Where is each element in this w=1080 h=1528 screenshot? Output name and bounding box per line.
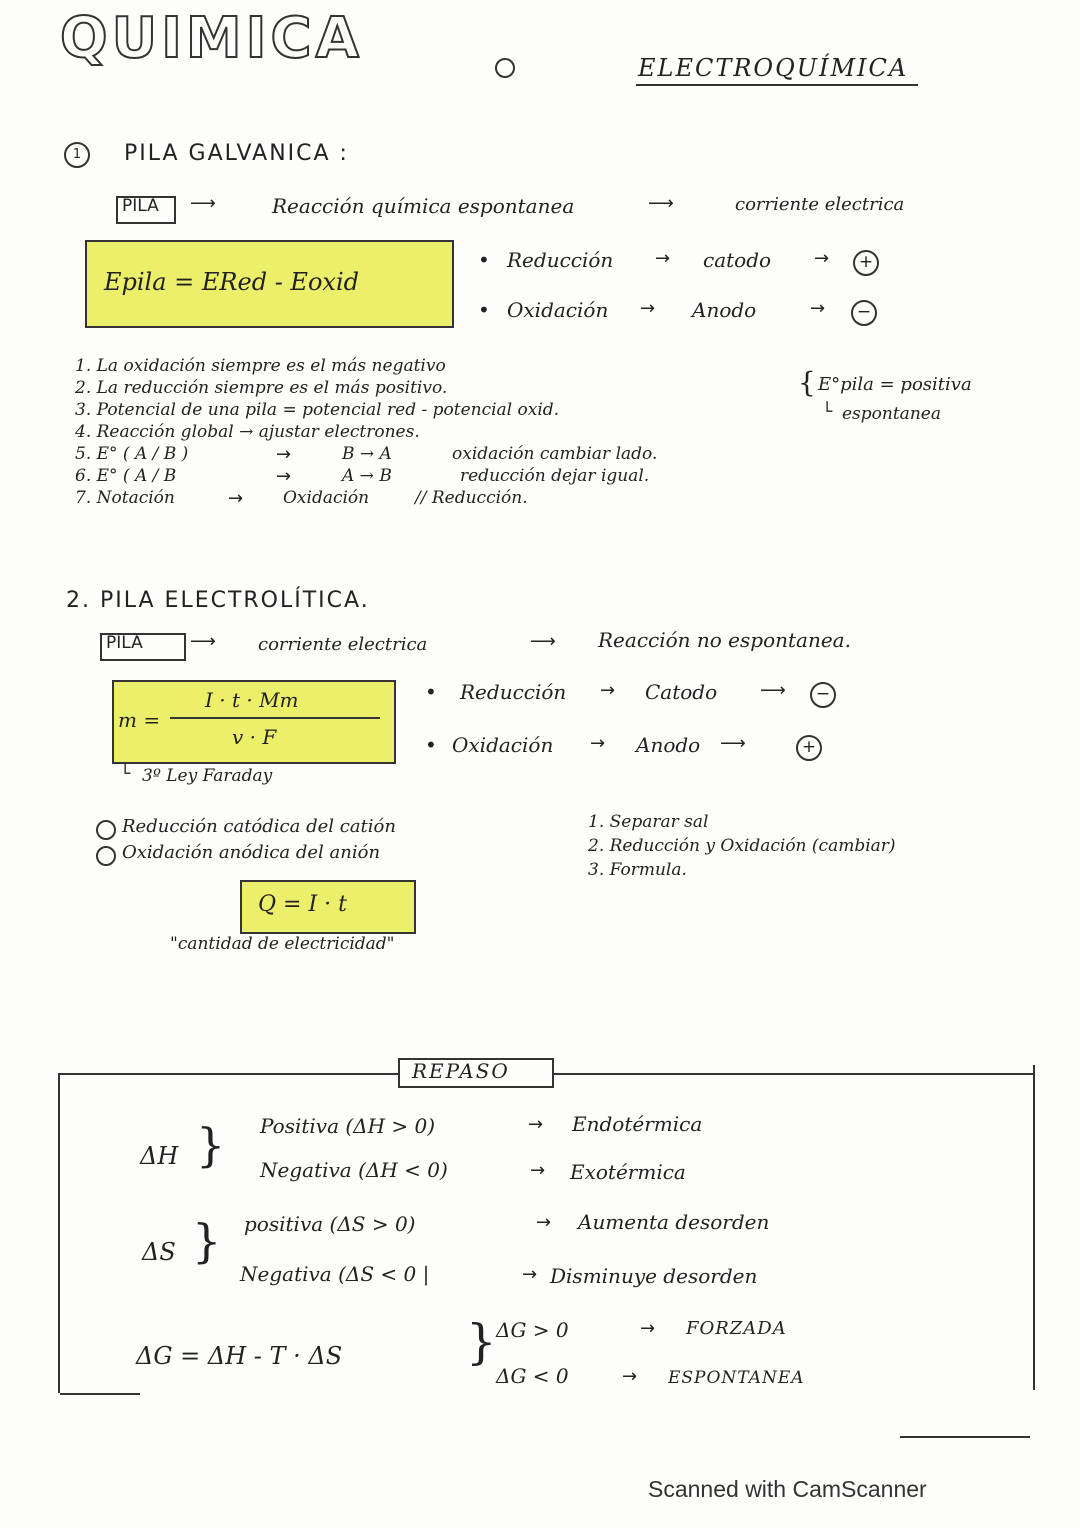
faraday-lhs: m =	[118, 708, 161, 732]
charge-caption: "cantidad de electricidad"	[170, 934, 395, 954]
brace-icon: }	[466, 1314, 497, 1370]
arrow-right-icon: →	[622, 1366, 638, 1387]
section-heading-pila-electrolitica: 2. PILA ELECTROLÍTICA.	[66, 588, 370, 613]
galvanic-oxidation: Oxidación	[507, 298, 609, 322]
minus-circle-icon: −	[851, 300, 877, 326]
increase-disorder: Aumenta desorden	[578, 1210, 770, 1234]
arrow-right-icon: →	[528, 1114, 544, 1135]
galvanic-result-text: corriente electrica	[735, 194, 905, 215]
arrow-right-icon: ⟶	[190, 193, 216, 214]
repaso-title: REPASO	[412, 1059, 510, 1083]
gibbs-formula: ΔG = ΔH - T · ΔS	[136, 1342, 343, 1370]
epila-positive-note: E°pila = positiva	[818, 374, 972, 395]
delta-h-negative: Negativa (ΔH < 0)	[260, 1158, 448, 1182]
plus-circle-icon: +	[853, 250, 879, 276]
rule-7-mid: Oxidación	[283, 488, 370, 508]
endothermic: Endotérmica	[572, 1112, 703, 1136]
page-subtitle: ELECTROQUÍMICA	[638, 54, 909, 82]
galvanic-reaction-text: Reacción química espontanea	[272, 194, 575, 218]
delta-g-positive: ΔG > 0	[496, 1318, 569, 1342]
arrow-right-icon: →	[522, 1264, 538, 1285]
galvanic-anode: Anodo	[692, 298, 757, 322]
arrow-right-icon: →	[536, 1212, 552, 1233]
brace-icon: {	[798, 366, 816, 399]
pila-label: PILA	[122, 196, 159, 216]
delta-s-positive: positiva (ΔS > 0)	[244, 1212, 416, 1236]
step-2: 2. Reducción y Oxidación (cambiar)	[588, 836, 896, 856]
arrow-right-icon: →	[655, 248, 671, 269]
arrow-right-icon: →	[640, 298, 656, 319]
galvanic-cathode: catodo	[703, 248, 772, 272]
rule-6-mid: A → B	[342, 466, 392, 486]
bullet-circle-icon	[96, 820, 116, 840]
rule-5-mid: B → A	[342, 444, 392, 464]
delta-s-label: ΔS	[142, 1238, 176, 1266]
rule-6-desc: reducción dejar igual.	[460, 466, 650, 486]
spontaneous-note: espontanea	[842, 404, 941, 424]
charge-formula: Q = I · t	[258, 892, 347, 917]
arrow-right-icon: →	[640, 1318, 656, 1339]
rule-2: 2. La reducción siempre es el más positivo.	[75, 378, 448, 398]
bullet-dot-icon: •	[425, 733, 437, 757]
rule-7-label: 7. Notación	[75, 488, 175, 508]
arrow-right-icon: →	[590, 733, 606, 754]
plus-circle-icon: +	[796, 735, 822, 761]
camscanner-watermark: Scanned with CamScanner	[648, 1476, 927, 1502]
cathodic-note: Reducción catódica del catión	[122, 816, 396, 837]
repaso-bottom-line-left	[60, 1393, 140, 1395]
brace-icon: }	[192, 1214, 222, 1268]
page-title: QUIMICA	[60, 6, 363, 71]
pila-label-2: PILA	[106, 633, 143, 653]
electrolytic-reduction: Reducción	[460, 680, 567, 704]
corner-arrow-icon: └	[120, 764, 131, 784]
arrow-right-icon: ⟶	[190, 631, 216, 652]
arrow-right-icon: →	[276, 466, 292, 487]
arrow-right-icon: →	[814, 248, 830, 269]
rule-5-desc: oxidación cambiar lado.	[452, 444, 658, 464]
bullet-dot-icon: •	[478, 298, 490, 322]
step-1: 1. Separar sal	[588, 812, 709, 832]
electrolytic-oxidation: Oxidación	[452, 733, 554, 757]
repaso-left-line	[58, 1073, 60, 1393]
brace-icon: }	[196, 1118, 226, 1172]
exothermic: Exotérmica	[570, 1160, 686, 1184]
faraday-denominator: v · F	[232, 725, 277, 749]
galvanic-reduction: Reducción	[507, 248, 614, 272]
arrow-right-icon: →	[276, 444, 292, 465]
arrow-right-icon: →	[228, 488, 244, 509]
repaso-bottom-line-right	[900, 1436, 1030, 1438]
bullet-circle-icon	[96, 846, 116, 866]
forced-label: FORZADA	[686, 1318, 787, 1339]
fraction-bar	[170, 717, 380, 719]
rule-4: 4. Reacción global → ajustar electrones.	[75, 422, 420, 442]
bullet-dot-icon: •	[425, 680, 437, 704]
anodic-note: Oxidación anódica del anión	[122, 842, 381, 863]
arrow-right-icon: →	[810, 298, 826, 319]
delta-h-label: ΔH	[140, 1142, 179, 1170]
electrolytic-anode: Anodo	[636, 733, 701, 757]
corner-arrow-icon: └	[822, 402, 833, 422]
arrow-right-icon: →	[530, 1160, 546, 1181]
section-heading-pila-galvanica: PILA GALVANICA :	[124, 141, 349, 166]
arrow-right-icon: ⟶	[760, 680, 786, 701]
galvanic-formula: Epila = ERed - Eoxid	[104, 268, 359, 296]
arrow-right-icon: →	[600, 680, 616, 701]
rule-6-label: 6. E° ( A / B	[75, 466, 177, 486]
repaso-right-line	[1033, 1065, 1035, 1390]
decrease-disorder: Disminuye desorden	[550, 1264, 758, 1288]
spontaneous-label: ESPONTANEA	[668, 1368, 805, 1388]
electrolytic-current: corriente electrica	[258, 634, 428, 655]
faraday-numerator: I · t · Mm	[205, 688, 299, 712]
electrolytic-reaction: Reacción no espontanea.	[598, 628, 851, 652]
bullet-dot-icon: •	[478, 248, 490, 272]
step-3: 3. Formula.	[588, 860, 687, 880]
delta-h-positive: Positiva (ΔH > 0)	[260, 1114, 436, 1138]
subtitle-underline	[636, 84, 918, 86]
arrow-right-icon: ⟶	[648, 193, 674, 214]
rule-3: 3. Potencial de una pila = potencial red - potencial oxid.	[75, 400, 560, 420]
minus-circle-icon: −	[810, 682, 836, 708]
delta-g-negative: ΔG < 0	[496, 1364, 569, 1388]
section-number-1: 1	[64, 142, 90, 168]
faraday-law: 3º Ley Faraday	[142, 766, 273, 786]
rule-1: 1. La oxidación siempre es el más negativo	[75, 356, 446, 376]
electrolytic-cathode: Catodo	[645, 680, 718, 704]
arrow-right-icon: ⟶	[530, 631, 556, 652]
arrow-right-icon: ⟶	[720, 733, 746, 754]
delta-s-negative: Negativa (ΔS < 0 |	[240, 1262, 430, 1286]
bullet-circle-icon	[495, 58, 515, 78]
rule-5-label: 5. E° ( A / B )	[75, 444, 189, 464]
rule-7-desc: // Reducción.	[415, 488, 528, 508]
